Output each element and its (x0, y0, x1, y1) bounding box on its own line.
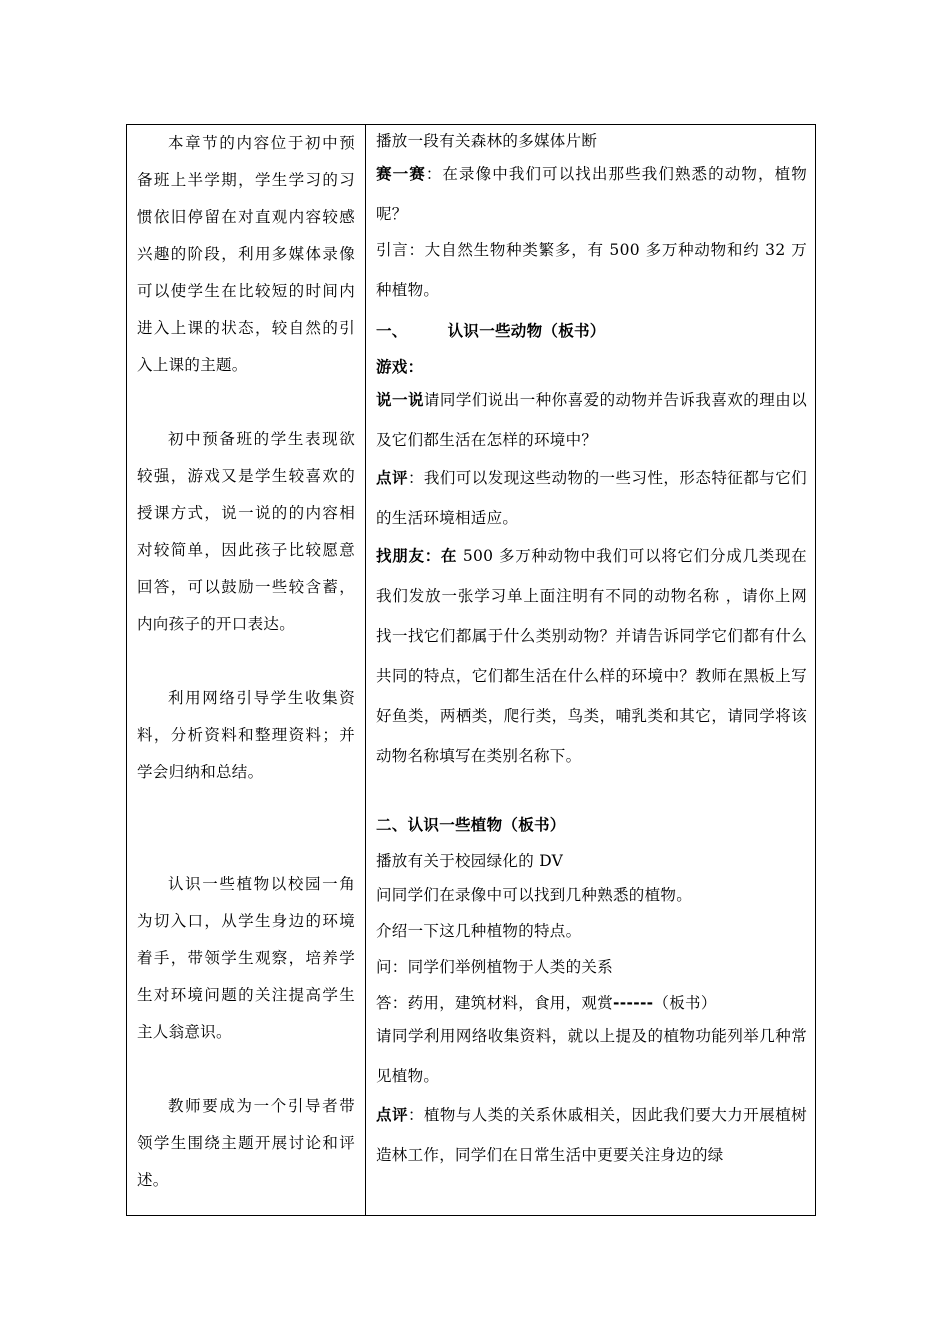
intro-line: 播放一段有关森林的多媒体片断 (376, 132, 598, 150)
question-line: 问同学们在录像中可以找到几种熟悉的植物。 (376, 886, 693, 904)
dianping-2-paragraph (376, 1095, 807, 1175)
rationale-paragraph-2: 初中预备班的学生表现欲较强，游戏又是学生较喜欢的授课方式，说一说的的内容相对较简单，因此孩子比较愿意回答，可以鼓励一些较含蓄，内向孩子的开口表达。 (137, 430, 355, 633)
rationale-paragraph-4: 认识一些植物以校园一角为切入口，从学生身边的环境着手，带领学生观察，培养学生对环境问题的关注提高学生主人翁意识。 (137, 875, 355, 1041)
zhaopengyou-text: 500 多万种动物中我们可以将它们分成几类现在我们发放一张学习单上面注明有不同的动物名称 ，请你上网找一找它们都属于什么类别动物？并请告诉同学它们都有什么共同的特点，它们都生活在什么样的环境中？教师在黑板上写好鱼类，两栖类，爬行类，鸟类，哺乳类和其它，请同学将该动物名称填写在类别名称下。 (376, 547, 807, 765)
rationale-paragraph-3: 利用网络引导学生收集资料，分析资料和整理资料；并学会归纳和总结。 (137, 689, 355, 781)
zhaopengyou-label: 找朋友：在 (376, 547, 458, 565)
rationale-paragraph-1: 本章节的内容位于初中预备班上半学期，学生学习的习惯依旧停留在对直观内容较感兴趣的阶段，利用多媒体录像可以使学生在比较短的时间内进入上课的状态，较自然的引入上课的主题。 (137, 134, 355, 374)
design-rationale-column (127, 125, 366, 1215)
section-1-number: 一、 (376, 322, 408, 340)
da-prefix: 答：药用，建筑材料，食用，观赏 (376, 994, 614, 1012)
zhaopengyou-paragraph (376, 536, 807, 776)
collect-paragraph: 请同学利用网络收集资料，就以上提及的植物功能列举几种常见植物。 (376, 1027, 807, 1085)
rationale-paragraph-5: 教师要成为一个引导者带领学生围绕主题开展讨论和评述。 (137, 1097, 355, 1189)
saiyisai-label: 赛一赛 (376, 165, 426, 183)
dianping-1-text: ：我们可以发现这些动物的一些习性，形态特征都与它们的生活环境相适应。 (376, 469, 807, 527)
jieshao-line: 介绍一下这几种植物的特点。 (376, 922, 582, 940)
wen-line: 问：同学们举例植物于人类的关系 (376, 958, 614, 976)
shuoyishuo-text: 请同学们说出一种你喜爱的动物并告诉我喜欢的理由以及它们都生活在怎样的环境中？ (376, 391, 808, 449)
teaching-process-column (366, 125, 815, 1215)
shuoyishuo-label: 说一说 (376, 391, 424, 409)
section-1-title: 认识一些动物（板书） (447, 322, 606, 340)
yinyan-paragraph: 引言：大自然生物种类繁多，有 500 多万种动物和约 32 万种植物。 (376, 241, 807, 299)
dv-line: 播放有关于校园绿化的 DV (376, 852, 564, 870)
dianping-1-paragraph (376, 458, 807, 538)
saiyisai-paragraph (376, 154, 807, 234)
dianping-2-text: ：植物与人类的关系休戚相关，因此我们要大力开展植树造林工作，同学们在日常生活中更要关注身边的绿 (376, 1106, 807, 1164)
dianping-2-label: 点评 (376, 1106, 408, 1124)
da-suffix: （板书） (653, 994, 717, 1012)
youxi-line (376, 355, 807, 377)
saiyisai-text: ：在录像中我们可以找出那些我们熟悉的动物，植物呢？ (376, 165, 807, 223)
da-dash: ------ (613, 994, 654, 1012)
section-2-heading: 二、认识一些植物（板书） (376, 816, 566, 834)
da-line (376, 991, 807, 1013)
lesson-table (126, 124, 816, 1216)
section-1-heading (376, 319, 807, 341)
youxi-label: 游戏： (376, 358, 424, 376)
dianping-1-label: 点评 (376, 469, 408, 487)
shuoyishuo-paragraph (376, 380, 807, 460)
